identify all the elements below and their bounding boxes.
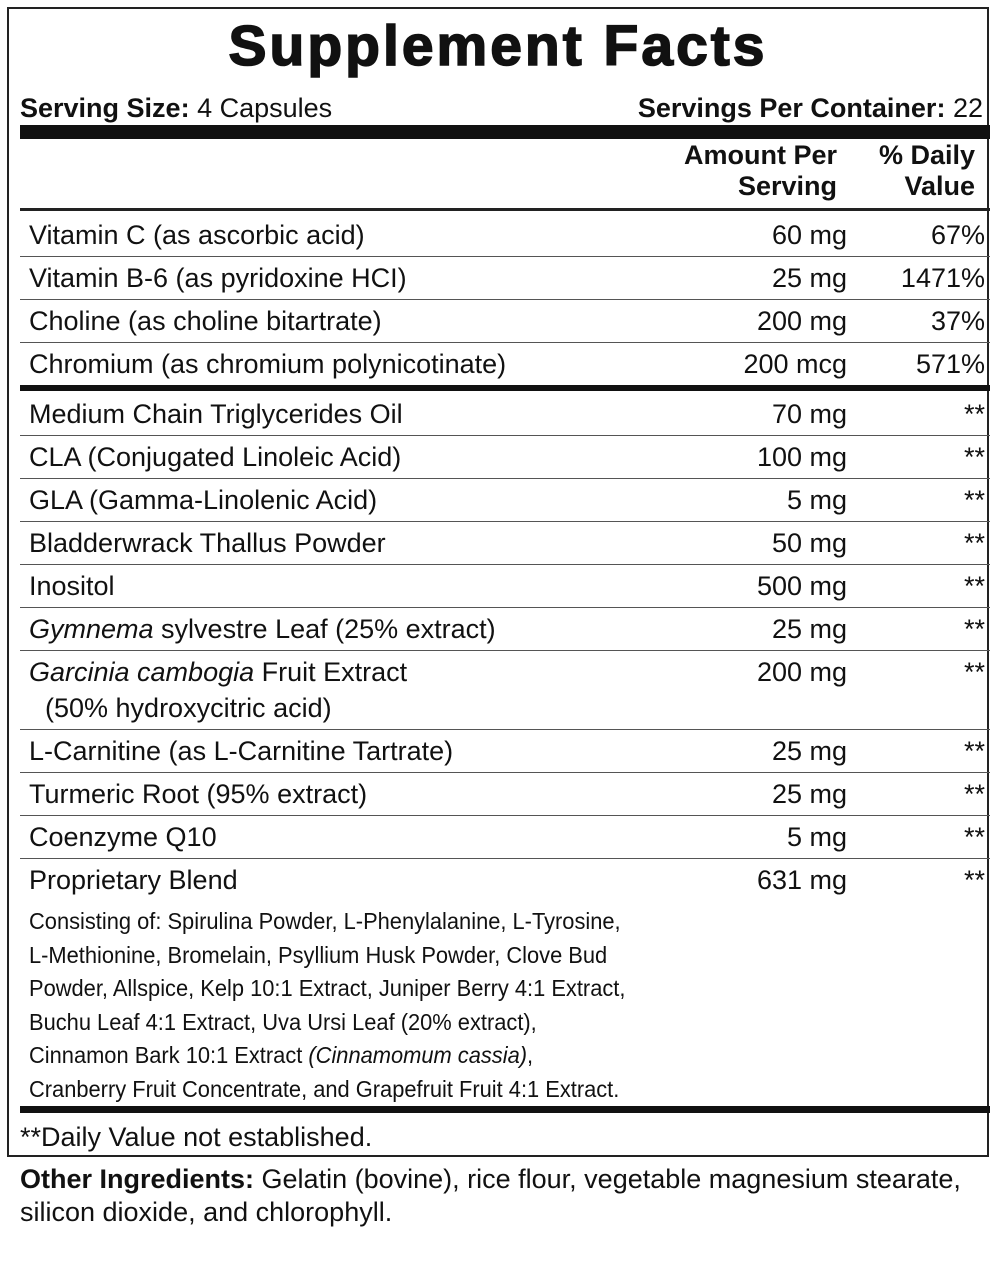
row-divider xyxy=(20,564,990,565)
row-divider xyxy=(20,815,990,816)
amount-header-line1: Amount Per xyxy=(683,140,837,170)
dv-header-line2: Value xyxy=(904,171,975,201)
row-divider xyxy=(20,342,990,343)
row-divider xyxy=(20,256,990,257)
serving-size xyxy=(20,91,332,125)
thick-divider-middle xyxy=(20,385,990,391)
servings-per-container-label: Servings Per Container: xyxy=(637,93,946,123)
row-divider xyxy=(20,772,990,773)
serving-size-value: 4 Capsules xyxy=(197,93,333,123)
other-ingredients-label: Other Ingredients: xyxy=(20,1164,255,1194)
dv-header-line1: % Daily xyxy=(878,140,975,170)
row-divider xyxy=(20,650,990,651)
header-divider xyxy=(20,208,990,211)
supplement-facts-panel: Supplement Facts Serving Size: 4 Capsules Servings Per Container: 22 Amount Per Serving % Daily Value Vitamin C (as ascorbic acid) 60 mg 67% Vitamin B-6 (as pyridoxine HCI) 25 mg 1471% Choline (as choline bitartrate) 200 mg 37% Chromium (as chromium polynicotinate) 200 mcg 571% Medium Chain Triglycerides Oil 70 mg ** CLA (Conjugated Linoleic Acid) 100 mg ** GLA (Gamma-Linolenic Acid) 5 mg ** Bladderwrack Thallus Powder 50 mg ** Inositol 500 mg ** Gymnema sylvestre Leaf (25% extract) 25 mg ** Garcinia cambogia Fruit Extract (50% hydroxycitric acid) 200 mg ** L-Carnitine (as L-Carnitine Tartrate) 25 mg ** Turmeric Root (95% extract) 25 mg ** Coenzyme Q10 5 mg ** Proprietary Blend 631 mg ** Consisting of: Spirulina Powder, L-Phenylalanine, L-Tyrosine, L-Methionine, Bromelain, Psyllium Husk Powder, Clove Bud Powder, Allspice, Kelp 10:1 Extract, Juniper Berry 4:1 Extract, Buchu Leaf 4:1 Extract, Uva Ursi Leaf (20% extract), Cinnamon Bark 10:1 Extract (Cinnamomum cassia), Cranberry Fruit Concentrate, and Grapefruit Fruit 4:1 Extract. **Daily Value not established. xyxy=(7,7,989,1157)
thick-divider-bottom xyxy=(20,1106,990,1113)
serving-size-label: Serving Size: xyxy=(20,93,190,123)
other-ingredients xyxy=(20,1163,985,1229)
row-divider xyxy=(20,478,990,479)
row-divider xyxy=(20,729,990,730)
daily-value-header xyxy=(879,140,975,202)
panel-title: Supplement Facts xyxy=(228,14,768,78)
row-divider xyxy=(20,435,990,436)
row-divider xyxy=(20,607,990,608)
daily-value-footnote: **Daily Value not established. xyxy=(20,1122,373,1152)
proprietary-blend-contents: Consisting of: Spirulina Powder, L-Phenylalanine, L-Tyrosine, L-Methionine, Bromelain, Psyllium Husk Powder, Clove Bud Powder, Allspice, Kelp 10:1 Extract, Juniper Berry 4:1 Extract, Buchu Leaf 4:1 Extract, Uva Ursi Leaf (20% extract), Cinnamon Bark 10:1 Extract (Cinnamomum cassia), Cranberry Fruit Concentrate, and Grapefruit Fruit 4:1 Extract. xyxy=(29,908,626,1102)
row-divider xyxy=(20,299,990,300)
servings-per-container-value: 22 xyxy=(952,93,983,123)
table-row: Garcinia cambogia Fruit Extract (50% hydroxycitric acid) 200 mg ** xyxy=(29,657,985,723)
row-divider xyxy=(20,521,990,522)
amount-per-serving-header xyxy=(684,140,837,202)
row-divider xyxy=(20,858,990,859)
servings-per-container xyxy=(638,91,983,125)
other-ingredients-text: Gelatin (bovine), rice flour, vegetable magnesium stearate, silicon dioxide, and chlorophyll. xyxy=(20,1164,961,1227)
amount-header-line2: Serving xyxy=(737,171,837,201)
thick-divider-top xyxy=(20,125,990,139)
